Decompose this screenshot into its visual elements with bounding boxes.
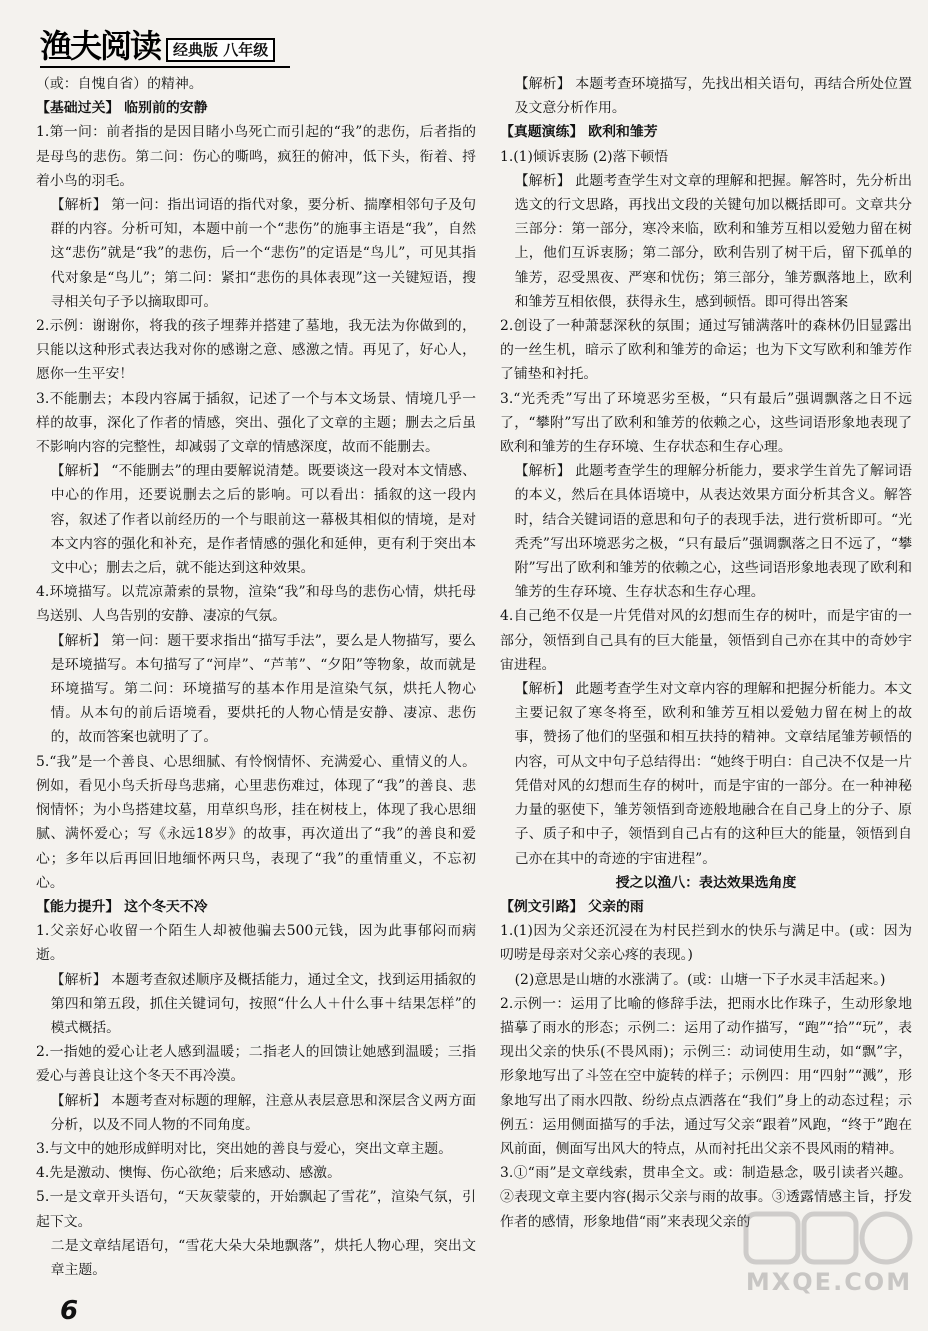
section-heading: 【基础过关】 临别前的安静: [36, 100, 208, 117]
answer-paragraph: 5.一是文章开头语句，“天灰蒙蒙的，开始飘起了雪花”，渲染气氛，引起下文。: [36, 1189, 476, 1230]
section-heading: 【真题演练】 欧利和雏芳: [500, 124, 658, 141]
watermark-icon: [740, 1206, 918, 1324]
header-rule: [40, 66, 290, 68]
answer-paragraph: 4.环境描写。以荒凉萧索的景物，渲染“我”和母鸟的悲伤心情，烘托母鸟送别、人鸟告别的安静、凄凉的气氛。: [36, 584, 476, 625]
page-number: 6: [60, 1296, 79, 1326]
answer-paragraph: （或：自愧自省）的精神。: [36, 76, 203, 92]
continuation-paragraph: 二是文章结尾语句，“雪花大朵大朵地飘落”，烘托人物心理，突出文章主题。: [50, 1237, 476, 1278]
analysis-paragraph: 【解析】 此题考查学生对文章内容的理解和把握分析能力。本文主要记叙了寒冬将至，欧利和雏芳互相以爱勉力留在树上的故事，赞扬了他们的坚强和相互扶持的精神。文章结尾雏芳顿悟的内容，可从文中句子总结得出：“她终于明白：自己决不仅是一片凭借对风的幻想而生存的树叶，而是宇宙的一部分。在一种神秘力量的驱使下，雏芳领悟到奇迹般地融合在自己身上的分子、原子、质子和中子，领悟到自己占有的这种巨大的能量，领悟到自己亦在其中的奇迹的宇宙进程”。: [514, 681, 912, 867]
left-column: [36, 72, 476, 1282]
answer-paragraph: 4.自己绝不仅是一片凭借对风的幻想而生存的树叶，而是宇宙的一部分，领悟到自己具有的巨大能量，领悟到自己亦在其中的奇妙宇宙进程。: [500, 608, 912, 673]
section-heading: 【能力提升】 这个冬天不冷: [36, 898, 208, 915]
analysis-paragraph: 【解析】 此题考查学生对文章的理解和把握。解答时，先分析出选文的行文思路，再找出文段的关键句加以概括即可。文章共分三部分：第一部分，寒冷来临，欧利和雏芳互相以爱勉力留在树上，他们互诉衷肠；第二部分，欧利告别了树干后，留下孤单的雏芳，忍受黑夜、严寒和忧伤；第三部分，雏芳飘落地上，欧利和雏芳互相依偎，获得永生，感到顿悟。即可得出答案: [514, 172, 912, 310]
answer-paragraph: 5.“我”是一个善良、心思细腻、有怜悯情怀、充满爱心、重情义的人。例如，看见小鸟夭折母鸟悲痛，心里悲伤难过，体现了“我”的善良、悲悯情怀；为小鸟搭建坟墓，用草织鸟形，挂在树枝上，体现了我心思细腻、满怀爱心；写《永远18岁》的故事，再次道出了“我”的善良和爱心；多年以后再回旧地缅怀两只鸟，表现了“我”的重情重义，不忘初心。: [36, 753, 476, 891]
answer-paragraph: 2.示例一：运用了比喻的修辞手法，把雨水比作珠子，生动形象地描摹了雨水的形态；示例二：运用了动作描写，“跑”“拾”“玩”，表现出父亲的快乐(不畏风雨)；示例三：动词使用生动，如“飘”字，形象地写出了斗笠在空中旋转的样子；示例四：用“四射”“溅”，形象地写出了雨水四散、纷纷点点洒落在“我们”身上的动态过程；示例五：运用侧面描写的手法，通过写父亲“跟着”风跑，“终于”跑在风前面，侧面写出风大的特点，从而衬托出父亲不畏风雨的精神。: [500, 995, 912, 1157]
answer-paragraph: 1.(1)因为父亲还沉浸在为村民拦到水的快乐与满足中。(或：因为叨唠是母亲对父亲心疼的表现。): [500, 923, 912, 964]
watermark-url: MXQE.COM: [745, 1268, 913, 1296]
method-heading: 授之以渔八：表达效果选角度: [615, 874, 797, 891]
answer-paragraph: 4.先是激动、懊悔、伤心欲绝；后来感动、感激。: [36, 1165, 341, 1182]
masthead: [40, 22, 275, 66]
analysis-paragraph: 【解析】 第一问：指出词语的指代对象，要分析、揣摩相邻句子及句群的内容。分析可知，本题中前一个“悲伤”的施事主语是“我”，自然这“悲伤”就是“我”的悲伤，后一个“悲伤”的定语是“鸟儿”，可见其指代对象是“鸟儿”；第二问：紧扣“悲伤的具体表现”这一关键短语，搜寻相关句子予以摘取即可。: [50, 197, 476, 310]
answer-paragraph: 1.父亲好心收留一个陌生人却被他骗去500元钱，因为此事郁闷而病逝。: [36, 923, 476, 964]
answer-paragraph: 3.不能删去；本段内容属于插叙，记述了一个与本文场景、情境几乎一样的故事，深化了作者的情感，突出、强化了文章的主题；删去之后虽不影响内容的完整性，却减弱了文章的情感深度，故而不能删去。: [36, 390, 476, 456]
right-column: [500, 72, 912, 1234]
watermark-logo: [740, 1206, 918, 1324]
answer-paragraph: 1.第一问：前者指的是因目睹小鸟死亡而引起的“我”的悲伤，后者指的是母鸟的悲伤。第二问：伤心的嘶鸣，疯狂的俯冲，低下头，衔着、捋着小鸟的羽毛。: [36, 124, 476, 189]
analysis-paragraph: 【解析】 本题考查环境描写，先找出相关语句，再结合所处位置及文意分析作用。: [514, 76, 912, 117]
continuation-paragraph: (2)意思是山塘的水涨满了。(或：山塘一下子水灵丰活起来。): [514, 971, 886, 988]
book-logo: 渔夫阅读: [40, 27, 161, 65]
answer-paragraph: 3.①“雨”是文章线索，贯串全文。或：制造悬念，吸引读者兴趣。②表现文章主要内容(揭示父亲与雨的故事。③透露情感主旨，抒发作者的感情，形象地借“雨”来表现父亲的: [500, 1165, 912, 1230]
analysis-paragraph: 【解析】 本题考查叙述顺序及概括能力，通过全文，找到运用插叙的第四和第五段，抓住关键词句，按照“什么人＋什么事＋结果怎样”的模式概括。: [50, 971, 476, 1036]
answer-paragraph: 3.“光秃秃”写出了环境恶劣至极，“只有最后”强调飘落之日不远了，“攀附”写出了欧利和雏芳的依赖之心，这些词语形象地表现了欧利和雏芳的生存环境、生存状态和生存心理。: [500, 390, 912, 456]
answer-paragraph: 2.创设了一种萧瑟深秋的氛围；通过写铺满落叶的森林仍旧显露出的一丝生机，暗示了欧利和雏芳的命运；也为下文写欧利和雏芳作了铺垫和衬托。: [500, 318, 912, 383]
answer-paragraph: 1.(1)倾诉衷肠 (2)落下顿悟: [500, 148, 669, 165]
section-heading: 【例文引路】 父亲的雨: [500, 898, 644, 915]
answer-paragraph: 2.一指她的爱心让老人感到温暖；二指老人的回馈让她感到温暖；三指爱心与善良让这个冬天不再冷漠。: [36, 1044, 476, 1085]
answer-paragraph: 2.示例：谢谢你，将我的孩子埋葬并搭建了墓地，我无法为你做到的，只能以这种形式表达我对你的感谢之意、感激之情。再见了，好心人，愿你一生平安！: [36, 318, 476, 383]
analysis-paragraph: 【解析】 此题考查学生的理解分析能力，要求学生首先了解词语的本义，然后在具体语境中，从表达效果方面分析其含义。解答时，结合关键词语的意思和句子的表现手法，进行赏析即可。“光秃秃”写出环境恶劣之极，“只有最后”强调飘落之日不远了，“攀附”写出了欧利和雏芳的依赖之心，这些词语形象地表现了欧利和雏芳的生存环境、生存状态和生存心理。: [514, 463, 912, 601]
analysis-paragraph: 【解析】 本题考查对标题的理解，注意从表层意思和深层含义两方面分析，以及不同人物的不同角度。: [50, 1092, 476, 1133]
analysis-paragraph: 【解析】 “不能删去”的理由要解说清楚。既要谈这一段对本文情感、中心的作用，还要说删去之后的影响。可以看出：插叙的这一段内容，叙述了作者以前经历的一个与眼前这一幕极其相似的情境，是对本文内容的强化和补充，是作者情感的强化和延伸，更有利于突出本文中心；删去之后，就不能达到这种效果。: [50, 463, 476, 577]
analysis-paragraph: 【解析】 第一问：题干要求指出“描写手法”，要么是人物描写，要么是环境描写。本句描写了“河岸”、“芦苇”、“夕阳”等物象，故而就是环境描写。第二问：环境描写的基本作用是渲染气氛，烘托人物心情。从本句的前后语境看，要烘托的人物心情是安静、凄凉、悲伤的，故而答案也就明了了。: [50, 632, 476, 746]
answer-paragraph: 3.与文中的她形成鲜明对比，突出她的善良与爱心，突出文章主题。: [36, 1140, 453, 1157]
edition-badge: 经典版 八年级: [166, 38, 275, 62]
